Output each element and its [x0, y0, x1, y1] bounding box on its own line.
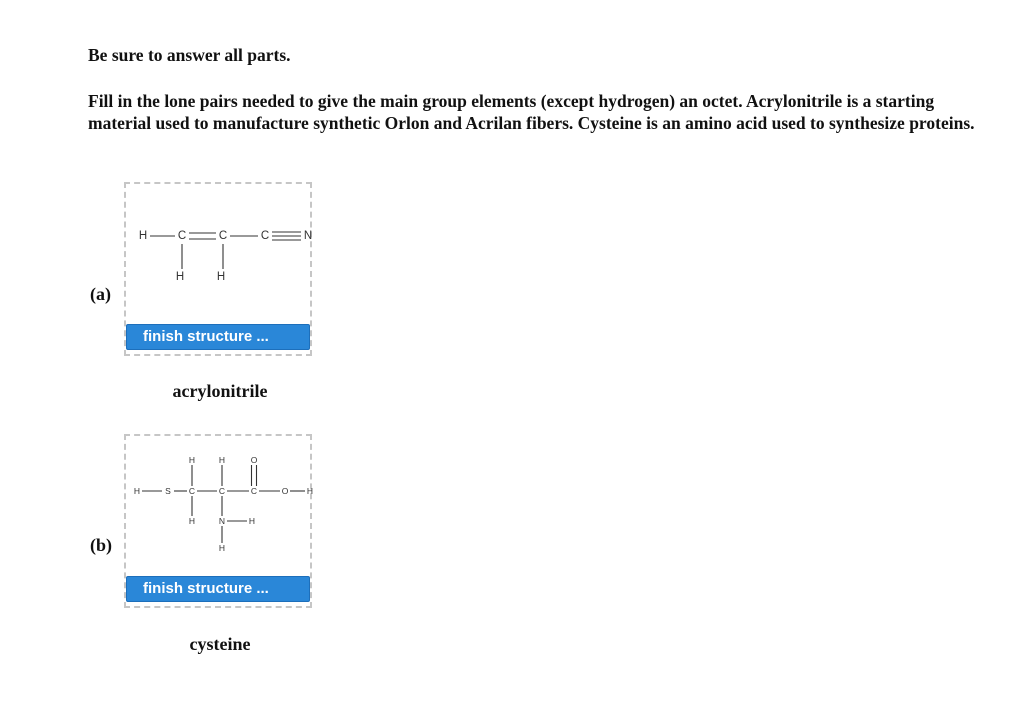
atom-o: O [250, 455, 258, 465]
atom-c: C [218, 230, 228, 242]
atom-h: H [188, 455, 196, 465]
instruction-header: Be sure to answer all parts. [88, 45, 291, 65]
atom-h: H [248, 516, 256, 526]
atom-c: C [250, 486, 258, 496]
atom-h: H [188, 516, 196, 526]
acrylonitrile-structure[interactable] [126, 184, 313, 324]
part-b-caption: cysteine [189, 634, 251, 654]
part-a-caption: acrylonitrile [172, 381, 268, 401]
atom-h: H [218, 455, 226, 465]
atom-c: C [260, 230, 270, 242]
atom-h: H [138, 230, 148, 242]
atom-o: O [281, 486, 289, 496]
instruction-text: Fill in the lone pairs needed to give the main group elements (except hydrogen) an octet. Acrylonitrile is a starting material used to manufacture synthetic Orlon and Acrilan fibers. Cysteine is an amino acid used to synthesize proteins. [88, 91, 975, 133]
atom-h: H [218, 543, 226, 553]
atom-c: C [177, 230, 187, 242]
part-a-label: (a) [90, 284, 111, 304]
atom-h: H [306, 486, 314, 496]
part-b-question-box [124, 434, 312, 608]
atom-c: C [218, 486, 226, 496]
atom-n: N [303, 230, 313, 242]
cysteine-structure[interactable] [126, 436, 314, 576]
atom-h: H [216, 271, 226, 283]
finish-structure-button[interactable]: finish structure ... [126, 576, 310, 602]
atom-h: H [175, 271, 185, 283]
part-a-question-box [124, 182, 312, 356]
atom-n: N [218, 516, 226, 526]
atom-c: C [188, 486, 196, 496]
part-b-label: (b) [90, 535, 112, 555]
atom-h: H [133, 486, 141, 496]
atom-s: S [165, 486, 171, 496]
finish-structure-button[interactable]: finish structure ... [126, 324, 310, 350]
